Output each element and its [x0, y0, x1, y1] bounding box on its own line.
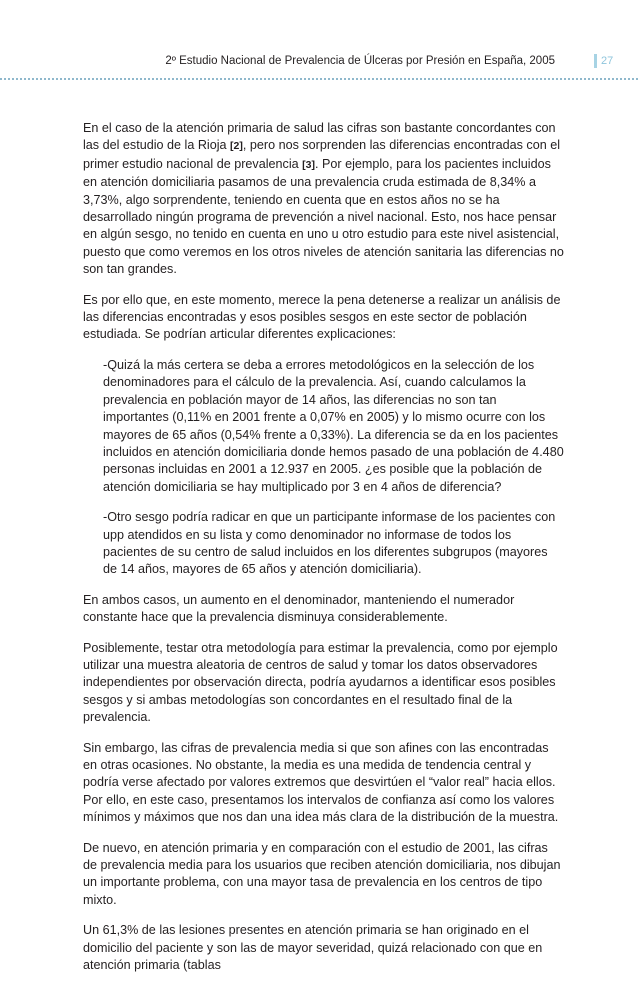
paragraph: Es por ello que, en este momento, merece la pena detenerse a realizar un análisis de las diferencias encontradas y esos posibles sesgos en este sector de población estudiada. Se podrían articular diferentes explicaciones: — [83, 292, 561, 342]
page-number: 27 — [601, 55, 614, 67]
body-text — [83, 120, 565, 987]
paragraph: Sin embargo, las cifras de prevalencia media si que son afines con las encontradas en otras ocasiones. No obstante, la media es una medida de tendencia central y podría verse afectado por valores extremos que desvirtúen el “valor real” hacia ellos. Por ello, en este caso, presentamos los intervalos de confianza así como los valores mínimos y máximos que nos dan una idea más clara de la distribución de la muestra. — [83, 740, 559, 825]
citation-ref: [2] — [230, 140, 243, 153]
indented-paragraph: -Quizá la más certera se deba a errores metodológicos en la selección de los denominadores para el cálculo de la prevalencia. Así, cuando calculamos la prevalencia en población mayor de 14 años, las diferencias no son tan importantes (0,11% en 2001 frente a 0,07% en 2005) y lo mismo ocurre con los mayores de 65 años (0,54% frente a 0,33%). La diferencia se da en los pacientes incluidos en atención domiciliaria donde hemos pasado de una población de 4.480 personas incluidas en 2001 a 12.937 en 2005. ¿es posible que la población de atención domiciliaria se hay multiplicado por 3 en 4 años de diferencia? — [103, 357, 564, 494]
paragraph: Posiblemente, testar otra metodología para estimar la prevalencia, como por ejemplo utilizar una muestra aleatoria de centros de salud y tomar los datos observadores independientes por observación directa, podría ayudarnos a identificar esos posibles sesgos y si ambas metodologías son concordantes en el resultado final de la prevalencia. — [83, 640, 558, 725]
header-dotted-divider — [0, 78, 638, 80]
indented-paragraph: -Otro sesgo podría radicar en que un participante informase de los pacientes con upp atendidos en su lista y como denominador no informase de todos los pacientes de su centro de salud incluidos en los diferentes subgrupos (mayores de 14 años, mayores de 65 años y atención domiciliaria). — [103, 510, 556, 577]
paragraph: En ambos casos, un aumento en el denominador, manteniendo el numerador constante hace que la prevalencia disminuya considerablemente. — [83, 592, 515, 625]
paragraph: En el caso de la atención primaria de salud las cifras son bastante concordantes con las del estudio de la Rioja [2], pero nos sorprenden las diferencias encontradas con el primer estudio nacional de prevalencia [3]. Por ejemplo, para los pacientes incluidos en atención domiciliaria pasamos de una prevalencia cruda estimada de 8,34% a 3,73%, algo sorprendente, teniendo en cuenta que en estos años no se ha desarrollado ningún programa de prevención a nivel nacional. Esto, nos hace pensar en algún sesgo, no tenido en cuenta en uno u otro estudio para este nivel asistencial, puesto que como veremos en los otros niveles de atención sanitaria las diferencias no son tan grandes. — [83, 121, 564, 277]
citation-ref: [3] — [302, 158, 315, 171]
paragraph: Un 61,3% de las lesiones presentes en atención primaria se han originado en el domicilio del paciente y son las de mayor severidad, quizá relacionado con que en atención primaria (tablas — [83, 923, 543, 973]
paragraph: De nuevo, en atención primaria y en comparación con el estudio de 2001, las cifras de prevalencia media para los usuarios que reciben atención domiciliaria, nos dibujan un importante problema, con una mayor tasa de prevalencia en los centros de tipo mixto. — [83, 840, 561, 907]
header-accent-bar — [594, 54, 597, 68]
running-header-title: 2º Estudio Nacional de Prevalencia de Úlceras por Presión en España, 2005 — [165, 55, 555, 67]
